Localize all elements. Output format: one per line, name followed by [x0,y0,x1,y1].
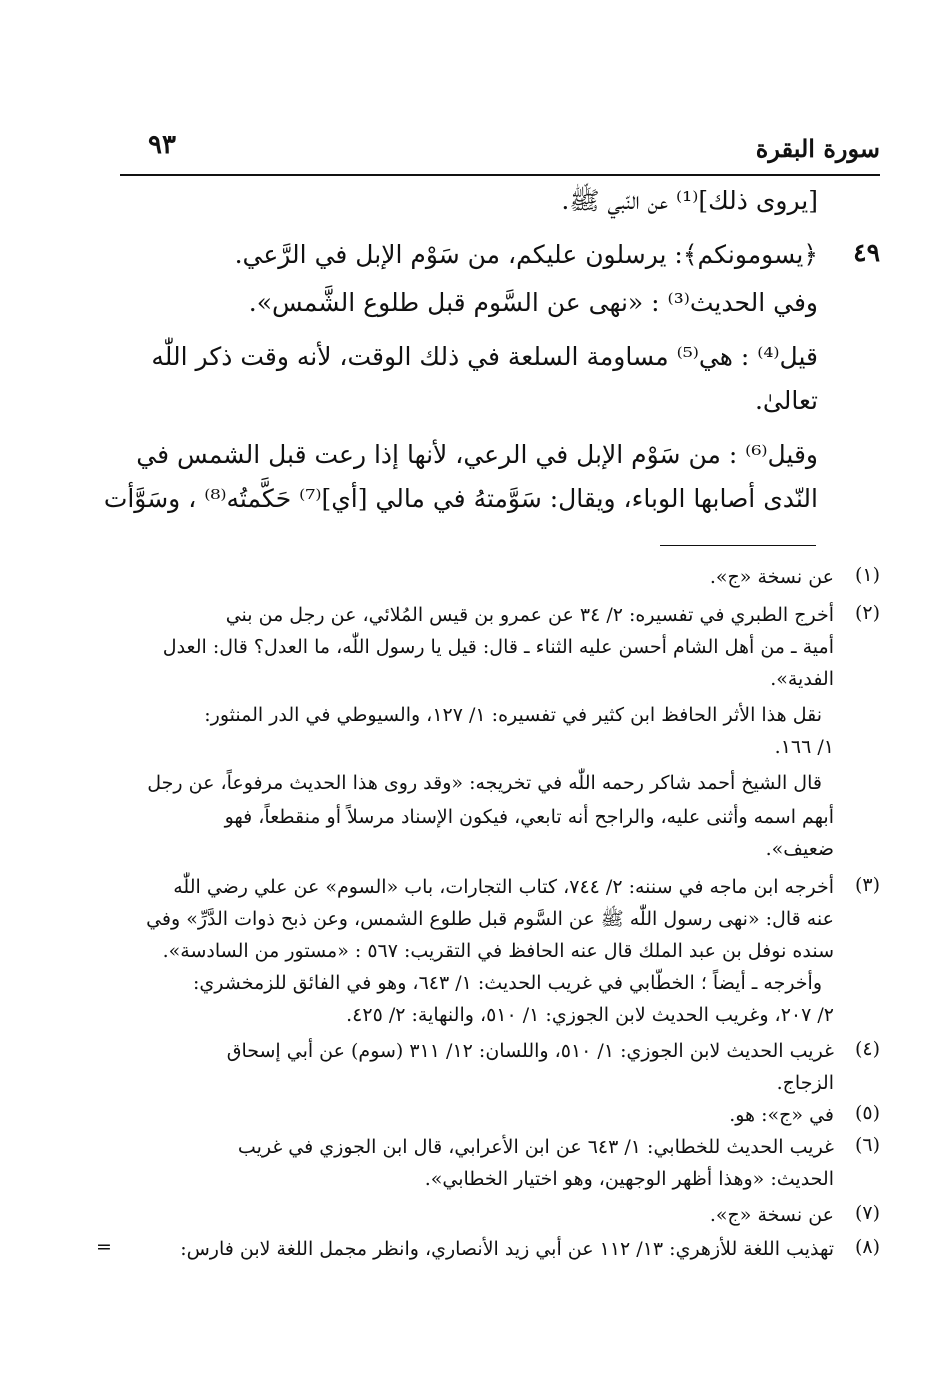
text-line: ﴿يسومونكم﴾: يرسلون عليكم، من سَوْم الإبل في الرَّعي. [234,240,818,269]
footnote-number: (٤) [854,1038,880,1060]
continuation-mark: = [96,1236,112,1258]
footnote-line: الزجاج. [776,1072,834,1094]
footnote-line: سنده نوفل بن عبد الملك قال عنه الحافظ في التقريب: ٥٦٧ : «مستور من السادسة». [162,940,834,962]
footnote-number: (٧) [854,1202,880,1224]
text-line: تعالىٰ. [754,386,818,415]
footnote-number: (٦) [854,1134,880,1156]
footnote-line: الحديث: «وهذا أظهر الوجهين، وهو اختيار الخطابي». [424,1168,834,1190]
footnote-number: (٨) [854,1236,880,1258]
footnote-number: (٢) [854,602,880,624]
footnote-line: الفدية». [770,668,834,690]
footnote-number: (٥) [854,1102,880,1124]
footnote-line: ٢/ ٢٠٧، وغريب الحديث لابن الجوزي: ١/ ٥١٠، والنهاية: ٢/ ٤٢٥. [346,1004,834,1026]
footnote-line: غريب الحديث لابن الجوزي: ١/ ٥١٠، واللسان: ١٢/ ٣١١ (سوم) عن أبي إسحاق [226,1040,834,1062]
header-rule [120,174,880,176]
text-line: [يروى ذلك]⁽¹⁾ عن النّبي ﷺ. [561,186,818,215]
footnote-line: أمية ـ من أهل الشام أحسن عليه الثناء ـ قال: قيل يا رسول اللّٰه، ما العدل؟ قال: العدل [162,636,834,658]
footnote-line: تهذيب اللغة للأزهري: ١٣/ ١١٢ عن أبي زيد الأنصاري، وانظر مجمل اللغة لابن فارس: [180,1238,834,1260]
footnote-separator [660,545,816,546]
text-line: وفي الحديث⁽³⁾ : «نهى عن السَّوم قبل طلوع الشَّمس». [248,288,818,317]
verse-number: ٤٩ [853,238,880,267]
footnote-line: ١/ ١٦٦. [774,736,834,758]
footnote-line: عن نسخة «ج». [709,1204,834,1226]
footnote-line: عنه قال: «نهى رسول اللّٰه ﷺ عن السَّوم قبل طلوع الشمس، وعن ذبح ذوات الدَّرِّ» وفي [146,908,834,930]
page-number: ٩٣ [148,130,176,160]
text-line: وقيل⁽⁶⁾ : من سَوْم الإبل في الرعي، لأنها إذا رعت قبل الشمس في [136,440,818,469]
footnote-line: عن نسخة «ج». [709,566,834,588]
footnote-line: أخرج الطبري في تفسيره: ٢/ ٣٤ عن عمرو بن قيس المُلائي، عن رجل من بني [225,604,834,626]
footnote-line: في «ج»: هو. [729,1104,834,1126]
footnote-line: نقل هذا الأثر الحافظ ابن كثير في تفسيره: ١/ ١٢٧، والسيوطي في الدر المنثور: [204,704,822,726]
footnote-line: قال الشيخ أحمد شاكر رحمه اللّٰه في تخريجه: «وقد روى هذا الحديث مرفوعاً، عن رجل [147,772,822,794]
footnote-line: أبهم اسمه وأثنى عليه، والراجح أنه تابعي، فيكون الإسناد مرسلاً أو منقطعاً، فهو [224,806,834,828]
text-line: النّدى أصابها الوباء، ويقال: سَوَّمتهُ في مالي [أي]⁽⁷⁾ حَكَّمتُه⁽⁸⁾ ، وسَوَّأت [103,484,818,513]
footnote-line: وأخرجه ـ أيضاً ؛ الخطّابي في غريب الحديث: ١/ ٦٤٣، وهو في الفائق للزمخشري: [193,972,822,994]
page-header [120,128,880,172]
running-title: سورة البقرة [755,134,880,163]
footnote-number: (١) [854,564,880,586]
footnote-line: ضعيف». [765,838,834,860]
footnote-line: غريب الحديث للخطابي: ١/ ٦٤٣ عن ابن الأعرابي، قال ابن الجوزي في غريب [237,1136,834,1158]
text-line: قيل⁽⁴⁾ : هي⁽⁵⁾ مساومة السلعة في ذلك الوقت، لأنه وقت ذكر اللّٰه [151,342,818,371]
footnote-line: أخرجه ابن ماجه في سننه: ٢/ ٧٤٤، كتاب التجارات، باب «السوم» عن علي رضي اللّٰه [173,876,834,898]
footnote-number: (٣) [854,874,880,896]
